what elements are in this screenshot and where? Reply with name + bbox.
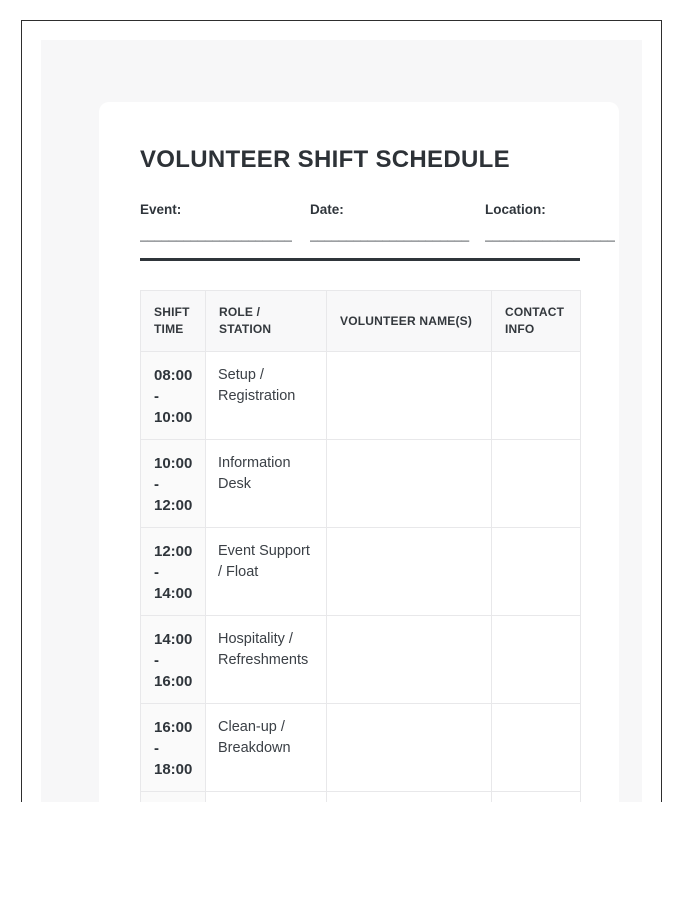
schedule-table [140,290,581,802]
contact-info-cell [492,704,581,792]
table-row-empty [141,792,581,803]
date-fill-line: ______________________ [310,227,470,242]
location-field [485,201,615,243]
page-background-panel [41,40,642,802]
header-volunteer-names [327,291,492,352]
header-volunteer-names-label: VOLUNTEER NAME(S) [340,313,473,328]
header-contact-info-label: CONTACT INFO [505,305,565,336]
role-cell [206,792,327,803]
header-role-station-label: ROLE / STATION [219,305,272,336]
role-cell: Event Support / Float [206,528,327,616]
contact-info-cell [492,792,581,803]
schedule-card [99,102,619,802]
volunteer-name-cell [327,440,492,528]
table-row [141,528,581,616]
volunteer-name-cell [327,352,492,440]
contact-info-cell [492,440,581,528]
page-frame [21,20,662,802]
location-fill-line: __________________ [485,227,616,242]
header-role-station [206,291,327,352]
location-label: Location: [485,202,546,217]
table-row [141,440,581,528]
volunteer-name-cell [327,704,492,792]
contact-info-cell [492,528,581,616]
role-cell: Clean-up / Breakdown [206,704,327,792]
role-cell: Setup / Registration [206,352,327,440]
event-label: Event: [140,202,182,217]
header-shift-time-label: SHIFT TIME [154,305,190,336]
table-header-row [141,291,581,352]
shift-time-cell: 08:00 - 10:00 [141,352,206,440]
shift-time-cell [141,792,206,803]
role-cell: Hospitality / Refreshments [206,616,327,704]
table-row [141,352,581,440]
role-cell: Information Desk [206,440,327,528]
contact-info-cell [492,352,581,440]
volunteer-name-cell [327,616,492,704]
date-field [310,201,485,243]
volunteer-name-cell [327,792,492,803]
header-contact-info [492,291,581,352]
page-title: VOLUNTEER SHIFT SCHEDULE [140,146,510,173]
volunteer-name-cell [327,528,492,616]
shift-time-cell: 14:00 - 16:00 [141,616,206,704]
section-divider-rule [140,258,580,261]
meta-fields-row [140,201,616,243]
table-row [141,704,581,792]
shift-time-cell: 16:00 - 18:00 [141,704,206,792]
header-shift-time [141,291,206,352]
shift-time-cell: 12:00 - 14:00 [141,528,206,616]
table-row [141,616,581,704]
event-field [140,201,310,243]
contact-info-cell [492,616,581,704]
shift-time-cell: 10:00 - 12:00 [141,440,206,528]
date-label: Date: [310,202,344,217]
event-fill-line: _____________________ [140,227,292,242]
